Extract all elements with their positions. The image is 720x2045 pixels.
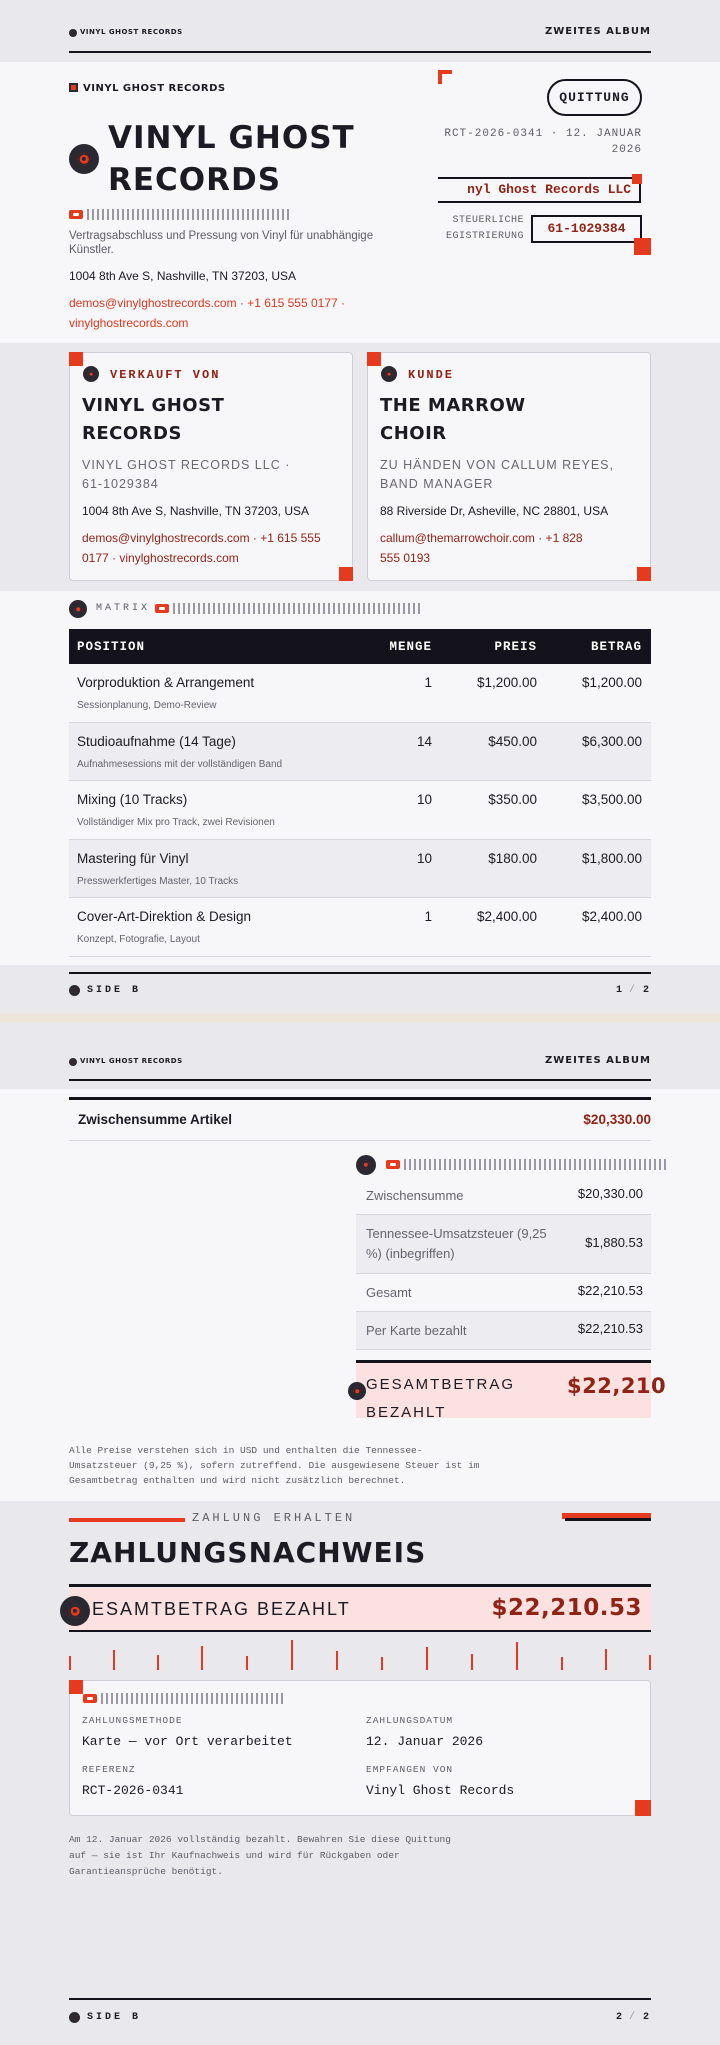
reference-label: REFERENZ <box>82 1764 136 1775</box>
summary-label: Zwischensumme <box>366 1188 464 1203</box>
brand-contact-line1[interactable]: demos@vinylghostrecords.com · +1 615 555 0177 · <box>69 296 345 310</box>
level-bar <box>605 1649 607 1670</box>
tax-id: 61-1029384 <box>531 215 642 243</box>
row-price: $350.00 <box>488 792 537 807</box>
header-album: ZWEITES ALBUM <box>545 26 651 37</box>
row-amount: $1,200.00 <box>581 675 642 690</box>
payment-total-value: $22,210.53 <box>491 1595 642 1621</box>
level-bar <box>157 1655 159 1670</box>
seller-label: VERKAUFT VON <box>110 368 221 382</box>
header-brand: VINYL GHOST RECORDS <box>80 28 183 36</box>
customer-label: KUNDE <box>408 368 455 382</box>
col-amount: BETRAG <box>590 640 642 654</box>
level-bar <box>113 1650 115 1670</box>
cassette-icon <box>69 210 83 219</box>
col-price: PREIS <box>494 640 537 654</box>
row-amount: $1,800.00 <box>581 851 642 866</box>
tax-label-line1: STEUERLICHE <box>452 215 524 226</box>
cassette-icon <box>83 1694 97 1703</box>
customer-attn-line2: BAND MANAGER <box>380 477 494 491</box>
barcode-ticks <box>173 603 423 614</box>
brand-name-line2: RECORDS <box>108 162 282 198</box>
receipt-page-2 <box>0 1018 720 2045</box>
seller-legal-line2: 61-1029384 <box>82 477 159 491</box>
customer-contact-line2[interactable]: 555 0193 <box>380 551 431 565</box>
level-bar <box>649 1655 651 1670</box>
row-qty: 10 <box>416 851 432 866</box>
row-amount: $2,400.00 <box>581 909 642 924</box>
header-brand: VINYL GHOST RECORDS <box>80 1057 183 1065</box>
level-bar <box>246 1656 248 1670</box>
level-bar <box>201 1646 203 1670</box>
page-separator: / <box>629 985 636 996</box>
row-price: $450.00 <box>488 734 537 749</box>
footer-side: SIDE B <box>87 2012 142 2023</box>
summary-row <box>356 1177 651 1215</box>
receipt-number-line2: 2026 <box>611 144 642 156</box>
vinyl-record-icon <box>69 600 87 618</box>
row-title: Vorproduktion & Arrangement <box>77 675 255 690</box>
payment-kicker: ZAHLUNG ERHALTEN <box>192 1511 356 1525</box>
matrix-label: MATRIX <box>96 603 151 614</box>
date-value: 12. Januar 2026 <box>366 1734 484 1749</box>
vinyl-record-icon <box>381 366 397 382</box>
vinyl-record-icon <box>60 1596 90 1626</box>
row-description: Aufnahmesessions mit der vollständigen Band <box>77 759 283 770</box>
vinyl-record-icon <box>69 1058 77 1066</box>
brand-name-line1: VINYL GHOST <box>108 120 355 156</box>
row-title: Mixing (10 Tracks) <box>77 792 188 807</box>
seller-name-line1: VINYL GHOST <box>82 395 225 416</box>
subtotal-items-value: $20,330.00 <box>583 1112 651 1127</box>
customer-address: 88 Riverside Dr, Asheville, NC 28801, USA <box>380 504 609 518</box>
row-price: $1,200.00 <box>476 675 537 690</box>
seller-legal-line1: VINYL GHOST RECORDS LLC · <box>82 458 291 472</box>
summary-value: $22,210.53 <box>577 1321 643 1336</box>
row-description: Konzept, Fotografie, Layout <box>77 934 200 945</box>
paid-total-value: $22,210 <box>567 1374 667 1398</box>
payment-total-label: ESAMTBETRAG BEZAHLT <box>92 1599 351 1619</box>
level-bar <box>516 1642 518 1670</box>
summary-row <box>356 1312 651 1350</box>
receipt-number-line1: RCT-2026-0341 · 12. JANUAR <box>444 128 642 140</box>
table-row <box>69 723 651 781</box>
level-bar <box>69 1656 71 1670</box>
cassette-icon <box>386 1160 400 1169</box>
row-description: Vollständiger Mix pro Track, zwei Revisionen <box>77 817 275 828</box>
row-description: Sessionplanung, Demo-Review <box>77 700 217 711</box>
seller-contact-line2[interactable]: 0177 · vinylghostrecords.com <box>82 551 239 565</box>
summary-row <box>356 1274 651 1312</box>
vinyl-record-icon <box>69 144 99 174</box>
paid-total-label-line1: GESAMTBETRAG <box>366 1376 516 1393</box>
table-row <box>69 664 651 723</box>
row-qty: 1 <box>424 909 432 924</box>
brand-tag: VINYL GHOST RECORDS <box>83 83 226 94</box>
vinyl-record-icon <box>69 29 77 37</box>
summary-label: Gesamt <box>366 1285 412 1300</box>
paid-total-label-line2: BEZAHLT <box>366 1404 447 1421</box>
vinyl-record-icon <box>83 366 99 382</box>
table-row <box>69 898 651 957</box>
seller-name-line2: RECORDS <box>82 423 182 444</box>
row-price: $2,400.00 <box>476 909 537 924</box>
row-amount: $6,300.00 <box>581 734 642 749</box>
receipt-page-1 <box>0 0 720 1018</box>
customer-attn-line1: ZU HÄNDEN VON CALLUM REYES, <box>380 458 614 472</box>
level-bar <box>291 1640 293 1670</box>
brand-contact-line2[interactable]: vinylghostrecords.com <box>69 316 189 330</box>
header-album: ZWEITES ALBUM <box>545 1055 651 1066</box>
header-rule <box>69 51 651 53</box>
brand-square-icon <box>69 83 78 92</box>
received-value: Vinyl Ghost Records <box>366 1783 515 1798</box>
col-qty: MENGE <box>389 640 432 654</box>
customer-name-line2: CHOIR <box>380 423 447 444</box>
seller-contact-line1[interactable]: demos@vinylghostrecords.com · +1 615 555 <box>82 531 321 545</box>
vinyl-record-icon <box>356 1155 376 1175</box>
summary-value: $1,880.53 <box>585 1235 643 1250</box>
date-label: ZAHLUNGSDATUM <box>366 1715 454 1726</box>
level-bar <box>381 1657 383 1670</box>
col-item: POSITION <box>77 640 146 654</box>
cassette-icon <box>155 604 169 613</box>
brand-tagline: Vertragsabschluss und Pressung von Vinyl für unabhängige Künstler. <box>69 230 374 256</box>
page-number: 1 <box>616 985 623 996</box>
payment-title: ZAHLUNGSNACHWEIS <box>69 1536 427 1569</box>
page-total: 2 <box>643 2012 650 2023</box>
page-separator: / <box>629 2012 636 2023</box>
row-qty: 1 <box>424 675 432 690</box>
page-total: 2 <box>643 985 650 996</box>
vinyl-record-icon <box>69 2012 80 2023</box>
customer-contact-line1[interactable]: callum@themarrowchoir.com · +1 828 <box>380 531 583 545</box>
level-bar <box>561 1657 563 1670</box>
tax-label-line2: EGISTRIERUNG <box>445 231 524 242</box>
summary-row <box>356 1215 651 1274</box>
row-price: $180.00 <box>488 851 537 866</box>
row-description: Presswerkfertiges Master, 10 Tracks <box>77 876 239 887</box>
payment-closing-note: Am 12. Januar 2026 vollständig bezahlt. Bewahren Sie diese Quittung auf — sie ist Ihr Kaufnachweis und wird für Rückgaben oder Garantieansprüche benötigt. <box>69 1834 451 1877</box>
method-label: ZAHLUNGSMETHODE <box>82 1715 183 1726</box>
receipt-legal-name: nyl Ghost Records LLC <box>438 177 641 203</box>
barcode-ticks <box>87 209 292 220</box>
row-title: Mastering für Vinyl <box>77 851 189 866</box>
table-row <box>69 781 651 840</box>
summary-value: $20,330.00 <box>577 1186 643 1201</box>
method-value: Karte — vor Ort verarbeitet <box>82 1734 293 1749</box>
barcode-ticks <box>404 1159 666 1170</box>
table-row <box>69 840 651 898</box>
row-amount: $3,500.00 <box>581 792 642 807</box>
received-label: EMPFANGEN VON <box>366 1764 454 1775</box>
row-qty: 14 <box>416 734 432 749</box>
summary-value: $22,210.53 <box>577 1283 643 1298</box>
row-title: Studioaufnahme (14 Tage) <box>77 734 236 749</box>
footer-side: SIDE B <box>87 985 142 996</box>
summary-label: Per Karte bezahlt <box>366 1323 467 1338</box>
level-bar <box>336 1651 338 1670</box>
level-bar <box>426 1647 428 1670</box>
customer-name-line1: THE MARROW <box>380 395 526 416</box>
brand-address: 1004 8th Ave S, Nashville, TN 37203, USA <box>69 269 297 283</box>
row-qty: 10 <box>416 792 432 807</box>
page-number: 2 <box>616 2012 623 2023</box>
reference-value: RCT-2026-0341 <box>82 1783 184 1798</box>
level-bar <box>471 1654 473 1670</box>
subtotal-items-label: Zwischensumme Artikel <box>78 1112 233 1127</box>
seller-address: 1004 8th Ave S, Nashville, TN 37203, USA <box>82 504 310 518</box>
vinyl-record-icon <box>348 1382 366 1400</box>
tax-note: Alle Preise verstehen sich in USD und enthalten die Tennessee-Umsatzsteuer (9,25 %), sofern zutreffend. Die ausgewiesene Steuer ist im Gesamtbetrag enthalten und wird nicht zusätzlich berechnet. <box>69 1445 480 1486</box>
summary-label: Tennessee-Umsatzsteuer (9,25 %) (inbegriffen) <box>366 1226 547 1261</box>
row-title: Cover-Art-Direktion & Design <box>77 909 252 924</box>
barcode-ticks <box>101 1693 286 1704</box>
vinyl-record-icon <box>69 985 80 996</box>
receipt-badge: QUITTUNG <box>547 79 642 116</box>
